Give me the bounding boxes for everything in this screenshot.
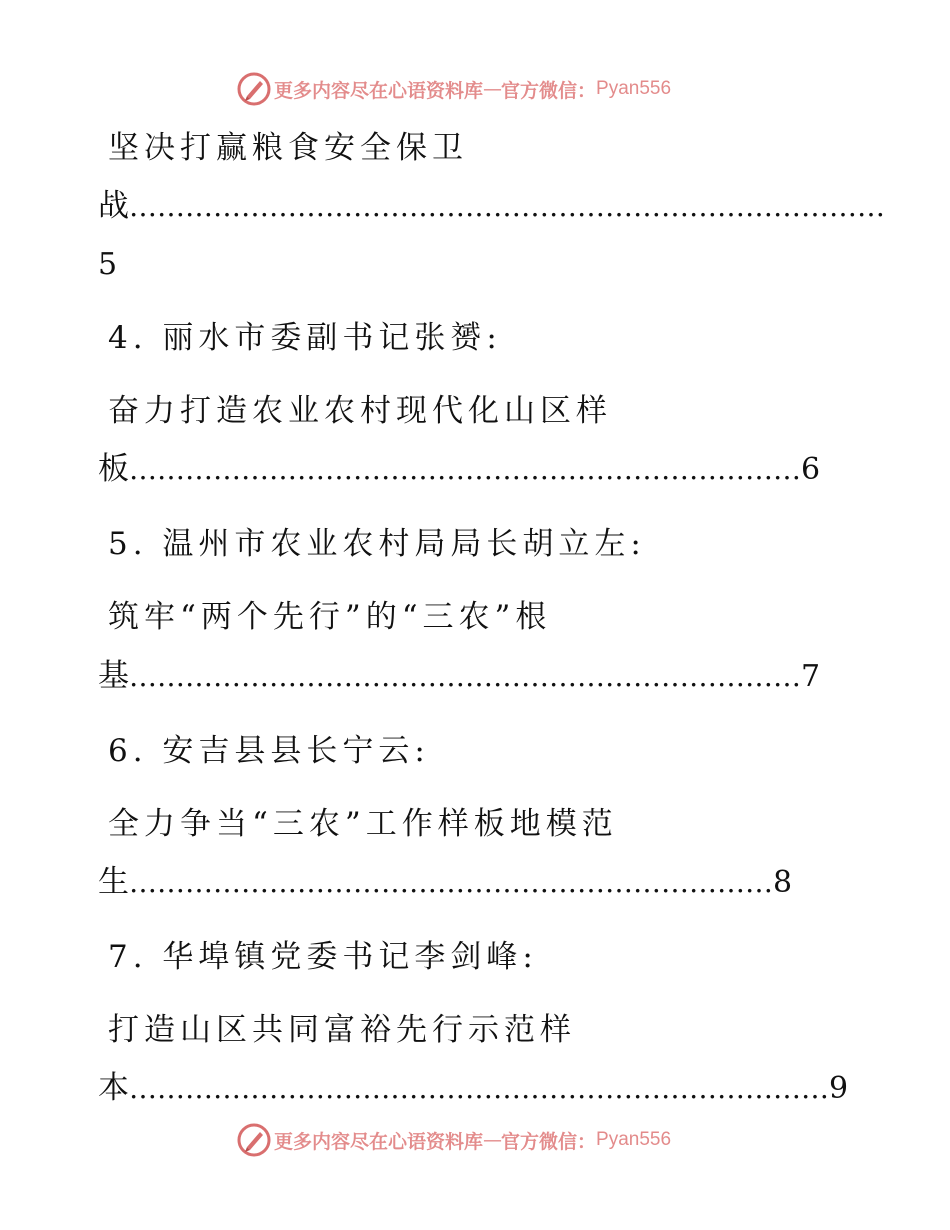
- toc-entry-3-page: [98, 244, 117, 285]
- toc-entry-6-title: 全力争当“三农”工作样板地模范: [108, 806, 618, 842]
- toc-entry-3-title: 坚决打赢粮食安全保卫: [108, 130, 468, 166]
- toc-entry-5-title: 筑牢“两个先行”的“三农”根: [108, 599, 552, 635]
- toc-entry-7-leader: [98, 1068, 848, 1109]
- toc-entry-6-lead: 生: [98, 864, 129, 900]
- pen-logo-icon: [236, 1122, 272, 1158]
- watermark-label: 官方微信：: [501, 1130, 597, 1153]
- toc-entry-4-heading: 4. 丽水市委副书记张赟:: [108, 320, 502, 356]
- toc-entry-7-lead: 本: [98, 1070, 129, 1106]
- toc-entry-3-dots: ………………………………………………………………………: [129, 190, 885, 223]
- toc-entry-4-lead: 板: [98, 451, 129, 487]
- watermark-separator: —: [483, 78, 502, 100]
- toc-entry-7-title: 打造山区共同富裕先行示范样: [108, 1012, 576, 1048]
- watermark-separator: —: [483, 1129, 502, 1151]
- watermark-handle: Pyan556: [596, 78, 672, 99]
- watermark-footer: [236, 1122, 671, 1158]
- toc-entry-3-leader: [98, 186, 885, 227]
- toc-entry-5-leader: [98, 656, 820, 697]
- watermark-text: 更多内容尽在心语资料库: [274, 1130, 484, 1153]
- toc-entry-5-page-number: 7: [801, 659, 821, 694]
- toc-entry-3-lead: 战: [98, 188, 129, 224]
- watermark-header: [236, 71, 671, 107]
- toc-entry-6-page-number: 8: [773, 865, 793, 900]
- toc-entry-6-dots: ……………………………………………………………: [129, 866, 773, 899]
- watermark-label: 官方微信：: [501, 79, 597, 102]
- toc-entry-7-heading: 7. 华埠镇党委书记李剑峰:: [108, 939, 538, 975]
- toc-entry-6-leader: [98, 862, 792, 903]
- toc-entry-5-lead: 基: [98, 658, 129, 694]
- toc-entry-7-dots: …………………………………………………………………: [129, 1072, 829, 1105]
- toc-entry-4-dots: ………………………………………………………………: [129, 453, 801, 486]
- pen-logo-icon: [236, 71, 272, 107]
- toc-entry-4-title: 奋力打造农业农村现代化山区样: [108, 393, 612, 429]
- toc-entry-4-page-number: 6: [801, 452, 821, 487]
- watermark-handle: Pyan556: [596, 1129, 672, 1150]
- toc-entry-5-heading: 5. 温州市农业农村局局长胡立左:: [108, 526, 646, 562]
- toc-entry-7-page-number: 9: [829, 1071, 849, 1106]
- toc-entry-6-heading: 6. 安吉县县长宁云:: [108, 733, 430, 769]
- toc-entry-4-leader: [98, 449, 820, 490]
- toc-entry-5-dots: ………………………………………………………………: [129, 660, 801, 693]
- watermark-text: 更多内容尽在心语资料库: [274, 79, 484, 102]
- toc-entry-3-page-number: 5: [98, 247, 118, 282]
